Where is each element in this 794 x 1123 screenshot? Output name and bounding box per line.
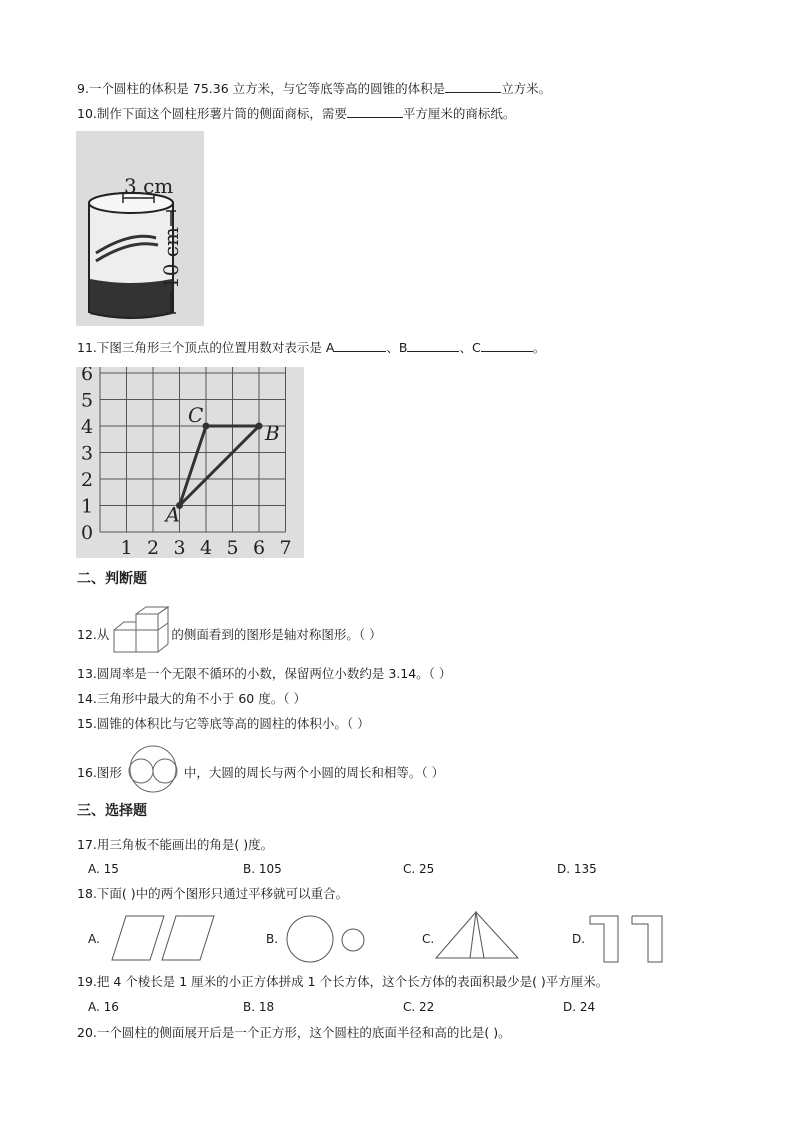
x-tick-label: 6 <box>252 537 266 558</box>
q12-text: 12.从 <box>77 627 110 642</box>
q19-option-b[interactable]: B. 18 <box>243 1000 275 1014</box>
q17-option-d[interactable]: D. 135 <box>557 862 597 876</box>
vertex-label-b: B <box>265 421 280 445</box>
q11-blank-b[interactable] <box>407 339 459 352</box>
q16-text: 16.图形 <box>77 765 122 780</box>
diameter-label: 3 cm <box>124 174 174 198</box>
y-tick-label: 5 <box>80 389 94 412</box>
q11-end: 。 <box>532 340 546 355</box>
q16-text-end: 中，大圆的周长与两个小圆的周长和相等。（ ） <box>183 765 445 780</box>
q10-text: 10.制作下面这个圆柱形薯片筒的侧面商标，需要 <box>77 106 347 121</box>
circles-figure <box>120 745 186 796</box>
parallelograms-drawing <box>108 914 216 962</box>
q19-option-a[interactable]: A. 16 <box>88 1000 119 1014</box>
x-tick-label: 1 <box>120 537 133 558</box>
q10-answer-blank[interactable] <box>347 105 403 118</box>
y-tick-label: 0 <box>80 522 94 544</box>
vertex-label-a: A <box>165 502 180 527</box>
q11-blank-a[interactable] <box>334 339 386 352</box>
q18-shape-a <box>108 914 216 965</box>
q12-text-end: 的侧面看到的图形是轴对称图形。（ ） <box>171 627 382 642</box>
q9-text: 9.一个圆柱的体积是 75.36 立方米，与它等底等高的圆锥的体积是 <box>77 81 446 96</box>
question-14: 14.三角形中最大的角不小于 60 度。（ ） <box>77 691 306 706</box>
q17-option-a[interactable]: A. 15 <box>88 862 119 876</box>
q18-option-d[interactable]: D. <box>572 932 586 946</box>
coordinate-grid <box>76 367 304 558</box>
y-tick-label: 4 <box>80 416 94 438</box>
q11-text: 11.下图三角形三个顶点的位置用数对表示是 A <box>77 340 335 355</box>
vertex-c <box>203 423 210 430</box>
cube-stack-drawing <box>110 606 174 656</box>
question-11 <box>77 339 545 356</box>
q11-sep-c: 、C <box>459 340 481 355</box>
section-3-heading: 三、选择题 <box>77 803 147 819</box>
x-tick-label: 7 <box>279 537 292 558</box>
question-17: 17.用三角板不能画出的角是( )度。 <box>77 837 274 852</box>
question-15: 15.圆锥的体积比与它等底等高的圆柱的体积小。（ ） <box>77 716 370 731</box>
question-9 <box>77 80 551 97</box>
q18-shape-d <box>588 914 668 969</box>
x-tick-label: 5 <box>226 537 239 558</box>
y-tick-label: 1 <box>80 495 94 518</box>
coordinate-grid-figure <box>76 367 304 558</box>
l-shapes-drawing <box>588 914 668 966</box>
question-10 <box>77 105 515 122</box>
circles-pair-drawing <box>284 914 368 964</box>
cube-stack-figure <box>110 606 174 659</box>
q19-option-c[interactable]: C. 22 <box>403 1000 435 1014</box>
cylinder-drawing <box>76 131 204 326</box>
question-20: 20.一个圆柱的侧面展开后是一个正方形，这个圆柱的底面半径和高的比是( )。 <box>77 1025 511 1040</box>
question-13: 13.圆周率是一个无限不循环的小数，保留两位小数约是 3.14。（ ） <box>77 666 452 681</box>
q17-option-c[interactable]: C. 25 <box>403 862 435 876</box>
y-tick-label: 6 <box>80 367 94 385</box>
q10-unit: 平方厘米的商标纸。 <box>402 106 516 121</box>
vertex-b <box>256 423 263 430</box>
height-label: 10 cm <box>159 227 183 289</box>
q18-option-a[interactable]: A. <box>88 932 100 946</box>
triangles-drawing <box>434 910 520 962</box>
question-19: 19.把 4 个棱长是 1 厘米的小正方体拼成 1 个长方体，这个长方体的表面积最少是( )平方厘米。 <box>77 974 609 989</box>
q18-option-c[interactable]: C. <box>422 932 435 946</box>
vertex-label-c: C <box>188 403 204 427</box>
x-tick-label: 2 <box>146 537 160 558</box>
q11-sep-b: 、B <box>386 340 408 355</box>
cylinder-figure <box>76 131 204 326</box>
section-2-heading: 二、判断题 <box>77 571 147 587</box>
x-tick-label: 3 <box>173 537 186 558</box>
question-18: 18.下面( )中的两个图形只通过平移就可以重合。 <box>77 886 349 901</box>
circles-drawing <box>120 745 186 793</box>
q18-shape-b <box>284 914 368 967</box>
q11-blank-c[interactable] <box>481 339 533 352</box>
y-tick-label: 2 <box>80 469 94 491</box>
q18-option-b[interactable]: B. <box>266 932 279 946</box>
q17-option-b[interactable]: B. 105 <box>243 862 282 876</box>
q9-answer-blank[interactable] <box>445 80 501 93</box>
q18-shape-c <box>434 910 520 965</box>
y-tick-label: 3 <box>80 442 94 465</box>
q9-unit: 立方米。 <box>501 81 552 96</box>
x-tick-label: 4 <box>199 537 213 558</box>
q19-option-d[interactable]: D. 24 <box>563 1000 596 1014</box>
